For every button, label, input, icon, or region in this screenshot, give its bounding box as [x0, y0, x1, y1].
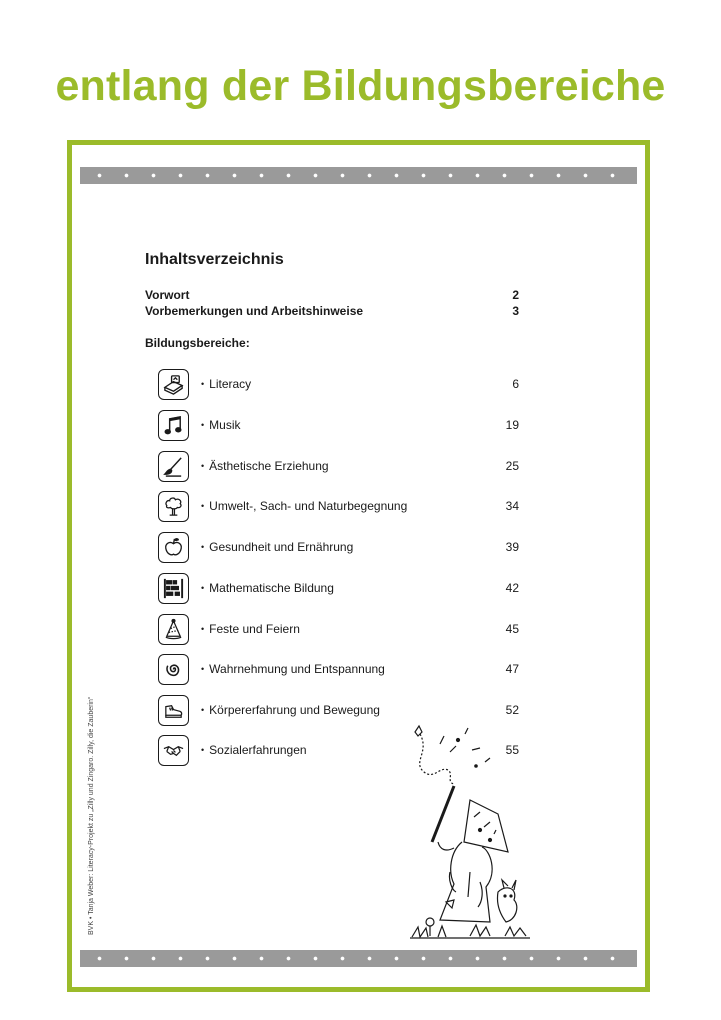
paintbrush-icon: [158, 451, 189, 482]
toc-area-mathematik[interactable]: [158, 571, 519, 605]
area-page: 47: [505, 662, 519, 676]
section-heading: Bildungsbereiche:: [145, 336, 250, 350]
bullet: •: [201, 542, 205, 552]
toc-area-feste[interactable]: [158, 612, 519, 646]
area-label: Ästhetische Erziehung: [209, 459, 329, 473]
area-label: Musik: [209, 418, 241, 432]
page-headline: entlang der Bildungsbereiche: [55, 62, 666, 110]
toc-entry-page: 2: [512, 288, 519, 302]
area-page: 25: [505, 459, 519, 473]
party-hat-icon: [158, 614, 189, 645]
area-page: 55: [505, 743, 519, 757]
area-page: 6: [512, 377, 519, 391]
area-page: 39: [505, 540, 519, 554]
area-page: 34: [505, 499, 519, 513]
area-page: 52: [505, 703, 519, 717]
toc-area-musik[interactable]: [158, 408, 519, 442]
publisher-credit: BVK • Tanja Weber: Literacy-Projekt zu „Zilly und Zingaro. Zilly, die Zauberin“: [88, 696, 95, 935]
bullet: •: [201, 379, 205, 389]
toc-area-gesundheit[interactable]: [158, 530, 519, 564]
area-page: 42: [505, 581, 519, 595]
toc-entry-label: Vorwort: [145, 288, 190, 302]
bottom-dotted-strip: [80, 950, 637, 967]
wizard-illustration: [410, 722, 530, 947]
area-label: Wahrnehmung und Entspannung: [209, 662, 385, 676]
toc-entry-label: Vorbemerkungen und Arbeitshinweise: [145, 304, 364, 318]
spiral-icon: [158, 654, 189, 685]
top-dotted-strip: [80, 167, 637, 184]
toc-area-umwelt[interactable]: [158, 489, 519, 523]
apple-icon: [158, 532, 189, 563]
bullet: •: [201, 664, 205, 674]
area-label: Gesundheit und Ernährung: [209, 540, 354, 554]
bullet: •: [201, 705, 205, 715]
toc-title: Inhaltsverzeichnis: [145, 251, 284, 268]
toc-entry-page: 3: [512, 304, 519, 318]
area-page: 19: [505, 418, 519, 432]
bullet: •: [201, 624, 205, 634]
area-label: Mathematische Bildung: [209, 581, 334, 595]
bullet: •: [201, 420, 205, 430]
star-sparkle: [415, 726, 422, 736]
toc-area-literacy[interactable]: [158, 367, 519, 401]
toc-entry-vorwort[interactable]: [145, 288, 519, 302]
handshake-icon: [158, 735, 189, 766]
toc-area-aesthetische-erziehung[interactable]: [158, 449, 519, 483]
area-label: Feste und Feiern: [209, 622, 300, 636]
area-label: Körpererfahrung und Bewegung: [209, 703, 380, 717]
toc-entry-vorbemerkungen[interactable]: [145, 304, 519, 318]
area-page: 45: [505, 622, 519, 636]
toc-area-wahrnehmung[interactable]: [158, 652, 519, 686]
music-notes-icon: [158, 410, 189, 441]
bullet: •: [201, 501, 205, 511]
bullet: •: [201, 461, 205, 471]
sneaker-icon: [158, 695, 189, 726]
book-icon: [158, 369, 189, 400]
area-label: Sozialerfahrungen: [209, 743, 307, 757]
tree-icon: [158, 491, 189, 522]
area-label: Literacy: [209, 377, 252, 391]
bullet: •: [201, 583, 205, 593]
abacus-icon: [158, 573, 189, 604]
area-label: Umwelt-, Sach- und Naturbegegnung: [209, 499, 408, 513]
bullet: •: [201, 745, 205, 755]
